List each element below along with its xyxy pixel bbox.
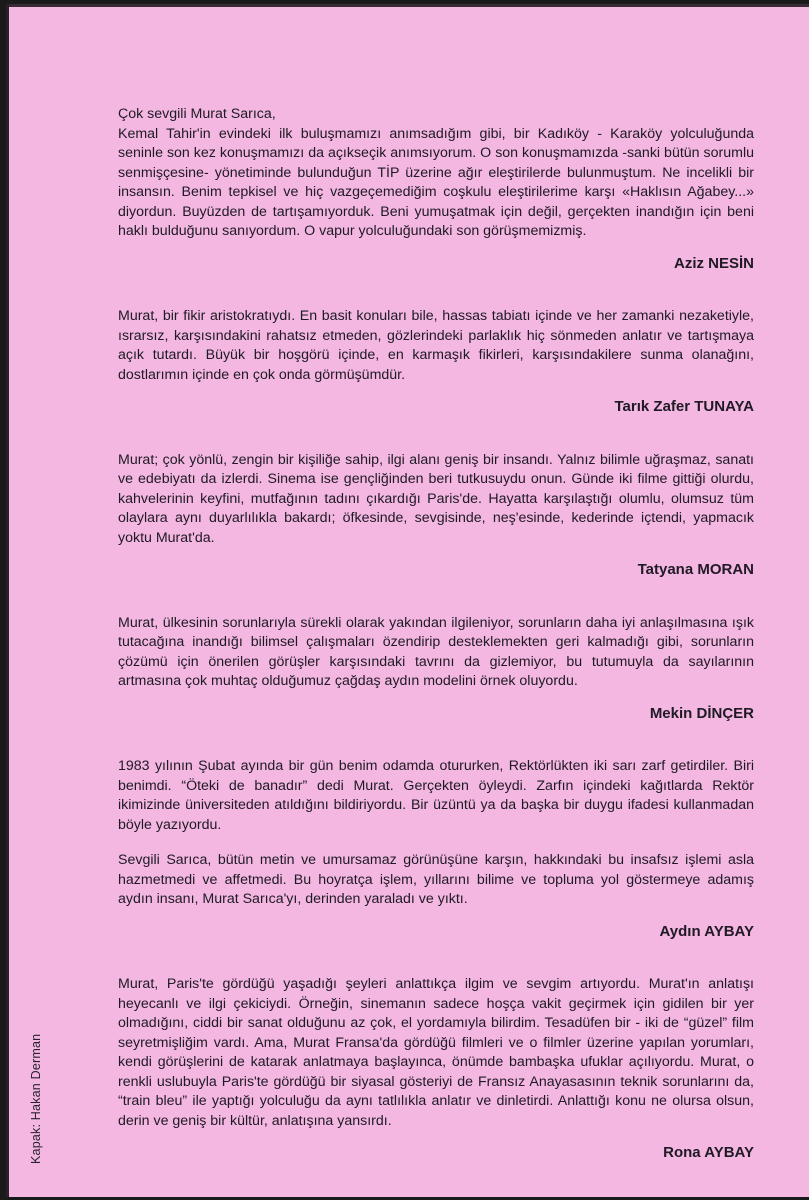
tribute-paragraph: Murat, bir fikir aristokratıydı. En basit konuları bile, hassas tabiatı içinde ve her zamanki nezaketiyle, ısrarsız, karşısındakini rahatsız etmeden, gözlerindeki parlaklık hiç sönmeden anlatır ve tartışmaya açık tutardı. Büyük bir hoşgörü içinde, en karmaşık fikirleri, karşısındakilere sunma olanağını, dostlarımın içinde en çok onda görmüşümdür. bbox=[118, 308, 754, 383]
tribute-author: Aydın AYBAY bbox=[659, 922, 754, 940]
cover-credit: Kapak: Hakan Derman bbox=[29, 1033, 43, 1164]
cover-left-edge bbox=[6, 4, 9, 1197]
tributes-container bbox=[118, 105, 754, 1197]
tribute-block bbox=[118, 757, 754, 941]
tribute-paragraph: Murat, Paris'te gördüğü yaşadığı şeyleri anlattıkça ilgim ve sevgim artıyordu. Murat'ın anlatışı heyecanlı ve ilgi çekiciydi. Örneğin, sinemanın sadece hoşça vakit geçirmek için gidilen bir yer olmadığını, ciddi bir sanat olduğunu az çok, el yordamıyla bilirdim. Tesadüfen bir - iki de “güzel” film seyretmişliğim vardı. Ama, Murat Fransa'da gördüğü filmleri ve o filmler üzerine yapılan yorumları, kendi görüşlerini de katarak anlatmaya başlayınca, önümde bambaşka ufuklar açılıyordu. Murat, o renkli uslubuyla Paris'te gördüğü bir siyasal gösteriyi de Fransız Anayasasının teknik sorunlarını da, “train bleu” ile yaptığı yolculuğu da aynı tatlılıkla anlatır ve dinletirdi. Anlattığı konu ne olursa olsun, derin ve geniş bir kültür, anlatışına yansırdı. bbox=[118, 976, 754, 1129]
tribute-block bbox=[118, 975, 754, 1163]
tribute-author: Mekin DİNÇER bbox=[649, 704, 754, 722]
cover-top-edge bbox=[6, 4, 809, 7]
tribute-block bbox=[118, 105, 754, 273]
tribute-paragraph: Murat, ülkesinin sorunlarıyla sürekli olarak yakından ilgileniyor, sorunların daha iyi anlaşılmasına ışık tutacağına inandığı bilimsel çalışmaları özendirip desteklemekten geri kalmadığı gibi, sorunların çözümü için önerilen görüşler karşısındaki tavrını da gizlemiyor, bu tutumuyla da sayılarının artmasına çok muhtaç olduğumuz çağdaş aydın modelini örnek oluyordu. bbox=[118, 614, 754, 689]
tribute-paragraph: Çok sevgili Murat Sarıca, Kemal Tahir'in evindeki ilk buluşmamızı anımsadığım gibi, bir Kadıköy - Karaköy yolculuğunda seninle son kez konuşmamızı da açıkseçik anımsıyorum. O son konuşmamızda -sanki bütün sorumlu senmişçesine- yönetiminde bulunduğun TİP üzerine ağır eleştirilerde bulunmuştum. Ne incelikli bir insansın. Benim tepkisel ve hiç vazgeçemediğim coşkulu eleştirilerime karşı «Haklısın Ağabey...» diyordun. Buyüzden de tartışamıyorduk. Beni yumuşatmak için değil, gerçekten inandığın için beni haklı bulduğunu sanıyordum. O vapur yolculuğundaki son görüşmemizmiş. bbox=[118, 106, 754, 239]
tribute-author: Tatyana MORAN bbox=[637, 561, 754, 578]
tribute-block bbox=[118, 614, 754, 724]
tribute-block bbox=[118, 307, 754, 417]
tribute-author: Aziz NESİN bbox=[673, 254, 754, 272]
tribute-paragraph: 1983 yılının Şubat ayında bir gün benim odamda otururken, Rektörlükten iki sarı zarf getirdiler. Biri benimdi. “Öteki de banadır” dedi Murat. Gerçekten öyleydi. Zarfın içindeki kağıtlarda Rektör ikimizinde üniversiteden atıldığını bildiriyordu. Bir üzüntü ya da başka bir duygu ifadesi kullanmadan böyle yazıyordu. bbox=[118, 758, 754, 833]
tribute-author: Tarık Zafer TUNAYA bbox=[614, 398, 754, 415]
book-back-cover bbox=[6, 4, 809, 1197]
tribute-author: Rona AYBAY bbox=[663, 1144, 754, 1161]
tribute-paragraph: Sevgili Sarıca, bütün metin ve umursamaz görünüşüne karşın, hakkındaki bu insafsız işlemi asla hazmetmedi ve affetmedi. Bu hoyratça işlem, yıllarını bilime ve topluma yol göstermeye adamış aydın insanı, Murat Sarıca'yı, derinden yaraladı ve yıktı. bbox=[118, 852, 754, 907]
tribute-paragraph: Murat; çok yönlü, zengin bir kişiliğe sahip, ilgi alanı geniş bir insandı. Yalnız bilimle uğraşmaz, sanatı ve edebiyatı da izlerdi. Sinema ise gençliğinden beri tutkusuydu onun. Günde iki filme gittiği olurdu, kahvelerinin keyfini, mutfağının tadını çıkardığı Paris'de. Hayatta karşılaştığı olumlu, olumsuz tüm olaylara aynı duyarlılıkla bakardı; öfkesinde, sevgisinde, neş'esinde, kederinde içtendi, yapmacık yoktu Murat'da. bbox=[118, 451, 754, 546]
tribute-block bbox=[118, 451, 754, 580]
